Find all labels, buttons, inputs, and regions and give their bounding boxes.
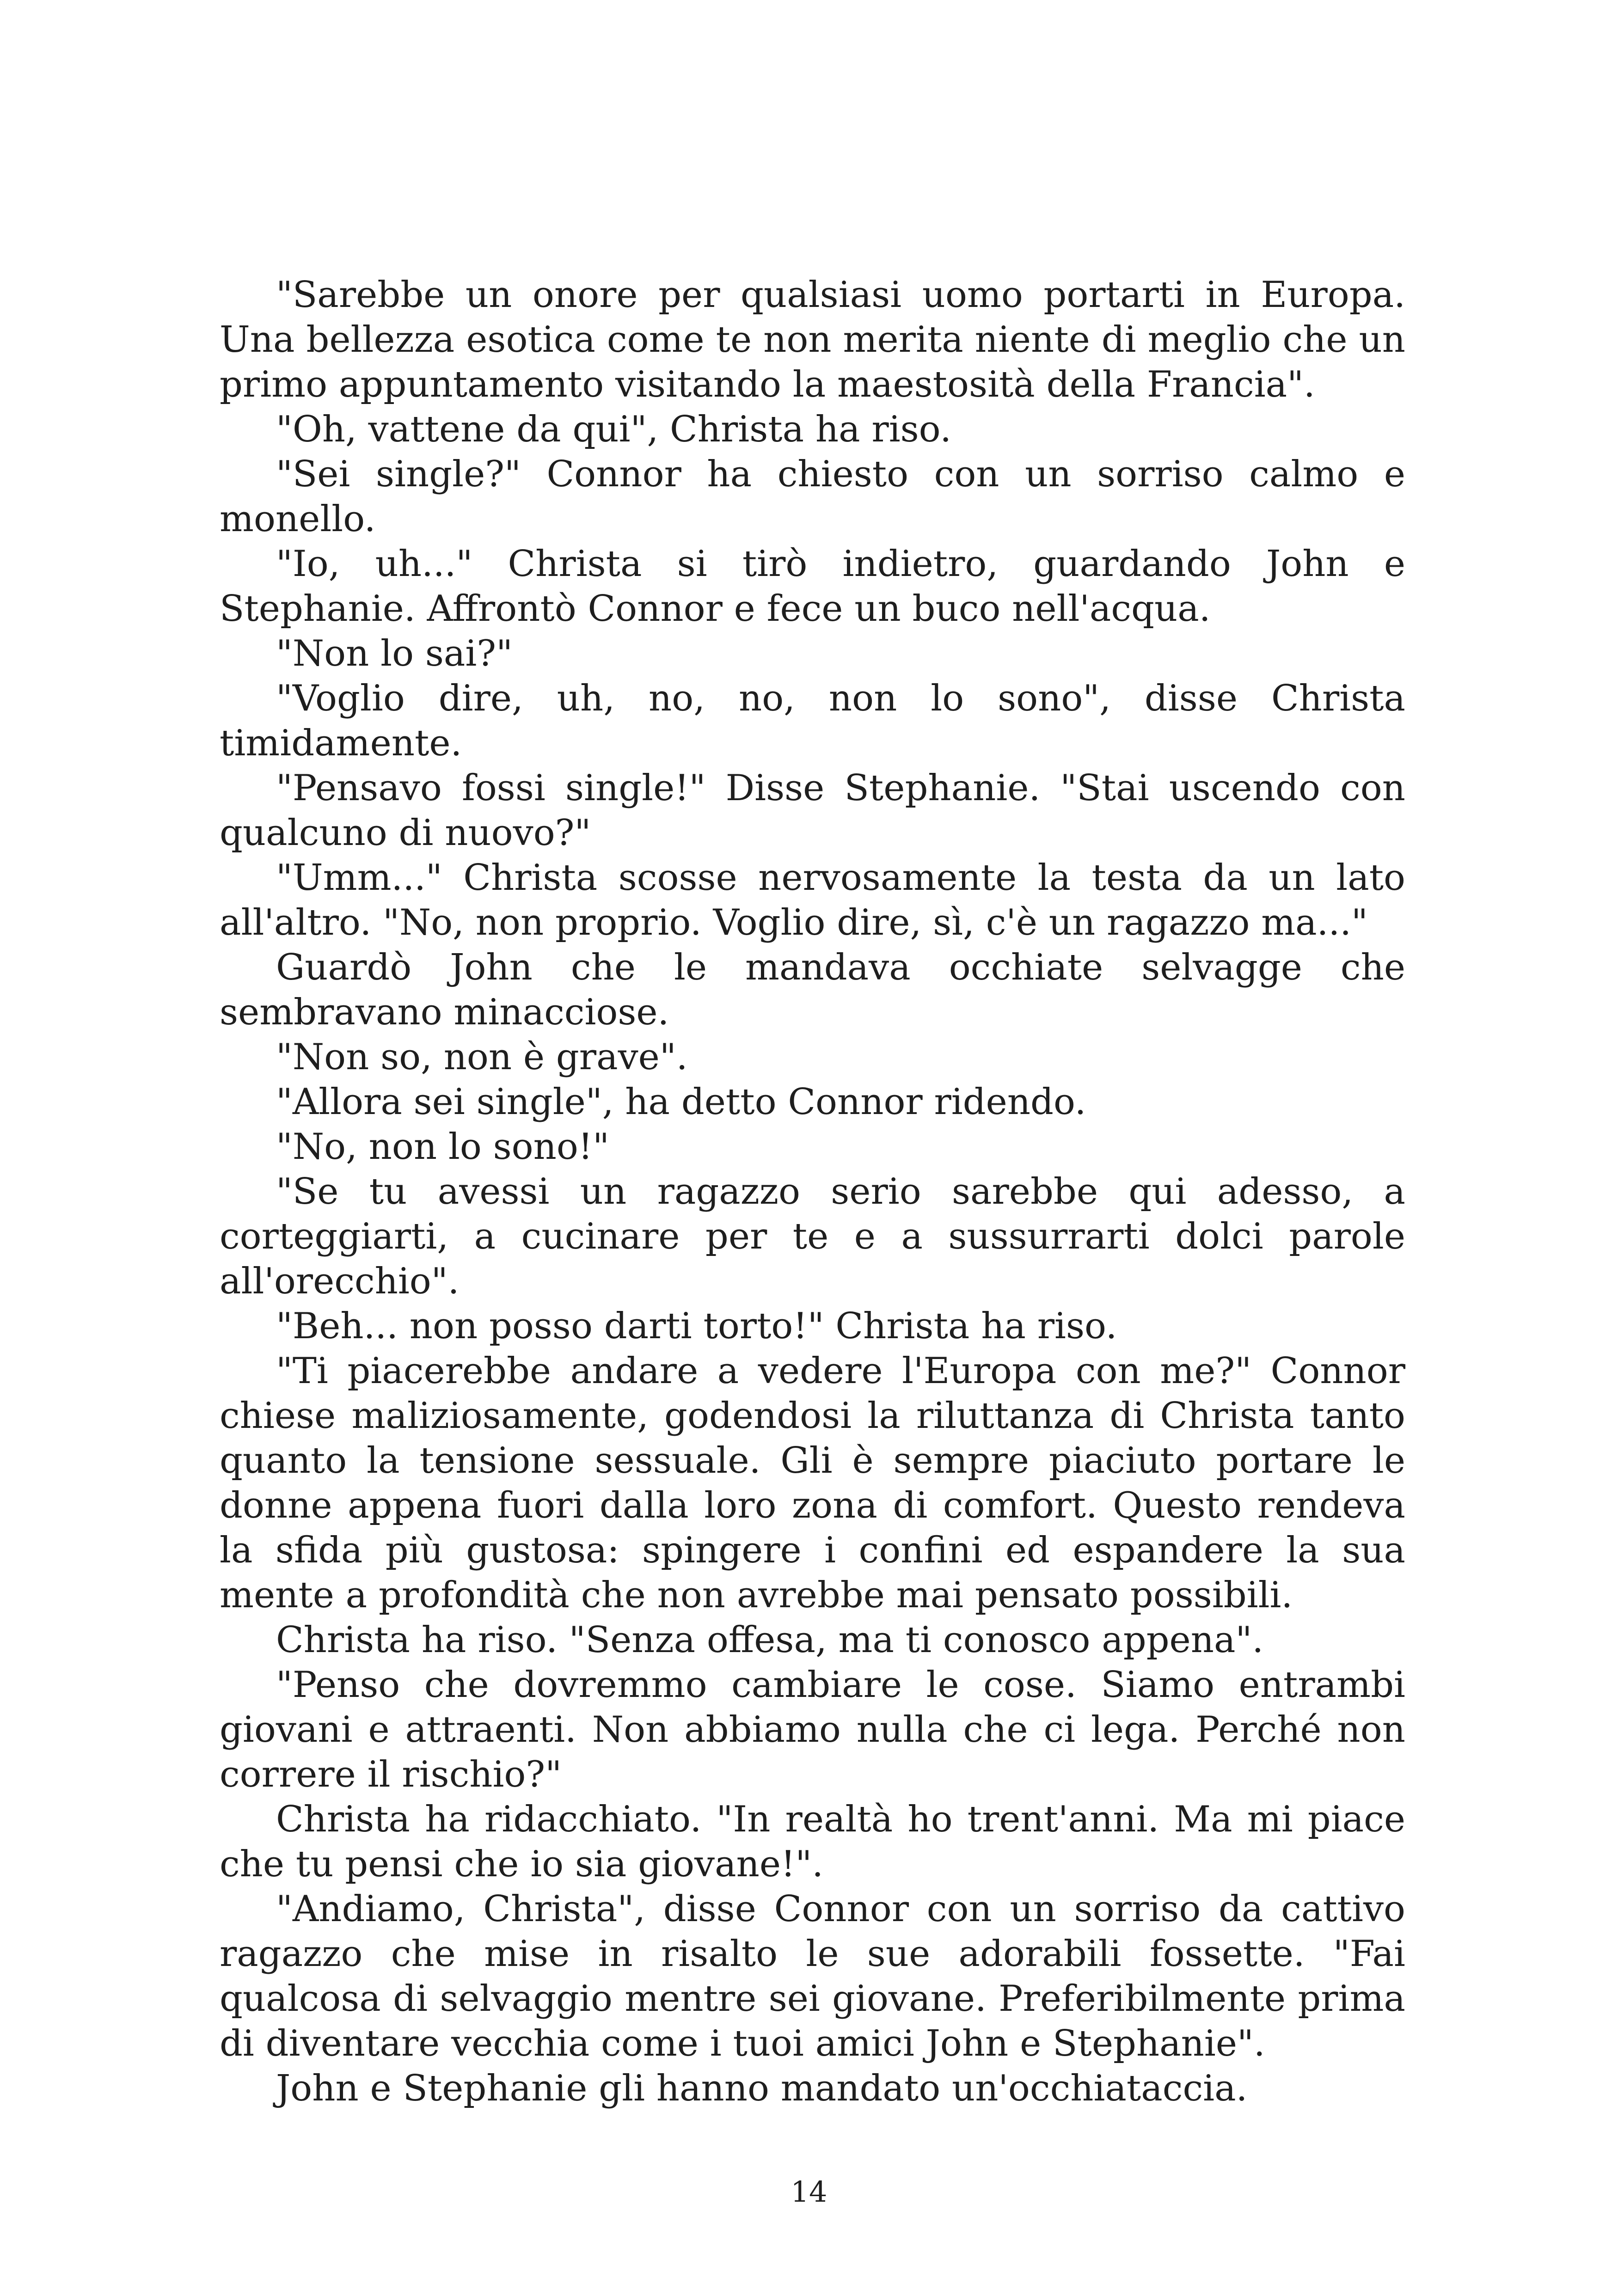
paragraph: "Beh... non posso darti torto!" Christa ha riso.: [276, 1305, 1117, 1347]
paragraph: "Pensavo fossi single!" Disse Stephanie. "Stai uscendo con qualcuno di nuovo?": [220, 767, 1405, 854]
paragraph: Christa ha riso. "Senza offesa, ma ti conosco appena".: [276, 1619, 1264, 1661]
paragraph: "Andiamo, Christa", disse Connor con un sorriso da cattivo ragazzo che mise in risalto le sue adorabili fossette. "Fai qualcosa di selvaggio mentre sei giovane. Preferibilmente prima di diventare vecchia come i tuoi amici John e Stephanie".: [220, 1888, 1405, 2064]
paragraph: "No, non lo sono!": [276, 1126, 610, 1168]
paragraph: Guardò John che le mandava occhiate selvagge che sembravano minacciose.: [220, 947, 1405, 1033]
paragraph: "Sarebbe un onore per qualsiasi uomo portarti in Europa. Una bellezza esotica come te non merita niente di meglio che un primo appuntamento visitando la maestosità della Francia".: [220, 274, 1405, 405]
paragraph: "Voglio dire, uh, no, no, non lo sono", disse Christa timidamente.: [220, 678, 1405, 764]
paragraph: "Penso che dovremmo cambiare le cose. Siamo entrambi giovani e attraenti. Non abbiamo nulla che ci lega. Perché non correre il rischio?": [220, 1664, 1405, 1795]
paragraph: "Oh, vattene da qui", Christa ha riso.: [276, 409, 952, 450]
paragraph: John e Stephanie gli hanno mandato un'occhiataccia.: [276, 2068, 1248, 2109]
paragraph: "Non lo sai?": [276, 633, 513, 674]
paragraph: Christa ha ridacchiato. "In realtà ho trent'anni. Ma mi piace che tu pensi che io sia giovane!".: [220, 1799, 1405, 1885]
body-text: [220, 273, 1405, 2111]
paragraph: "Se tu avessi un ragazzo serio sarebbe qui adesso, a corteggiarti, a cucinare per te e a sussurrarti dolci parole all'orecchio".: [220, 1171, 1405, 1302]
paragraph: "Allora sei single", ha detto Connor ridendo.: [276, 1081, 1086, 1123]
page-number: 14: [791, 2175, 827, 2209]
paragraph: "Non so, non è grave".: [276, 1036, 688, 1078]
paragraph: "Ti piacerebbe andare a vedere l'Europa con me?" Connor chiese maliziosamente, godendosi la riluttanza di Christa tanto quanto la tensione sessuale. Gli è sempre piaciuto portare le donne appena fuori dalla loro zona di comfort. Questo rendeva la sfida più gustosa: spingere i confini ed espandere la sua mente a profondità che non avrebbe mai pensato possibili.: [220, 1350, 1405, 1616]
paragraph: "Umm..." Christa scosse nervosamente la testa da un lato all'altro. "No, non proprio. Voglio dire, sì, c'è un ragazzo ma...": [220, 857, 1405, 943]
paragraph: "Sei single?" Connor ha chiesto con un sorriso calmo e monello.: [220, 453, 1405, 540]
paragraph: "Io, uh..." Christa si tirò indietro, guardando John e Stephanie. Affrontò Connor e fece un buco nell'acqua.: [220, 543, 1405, 630]
